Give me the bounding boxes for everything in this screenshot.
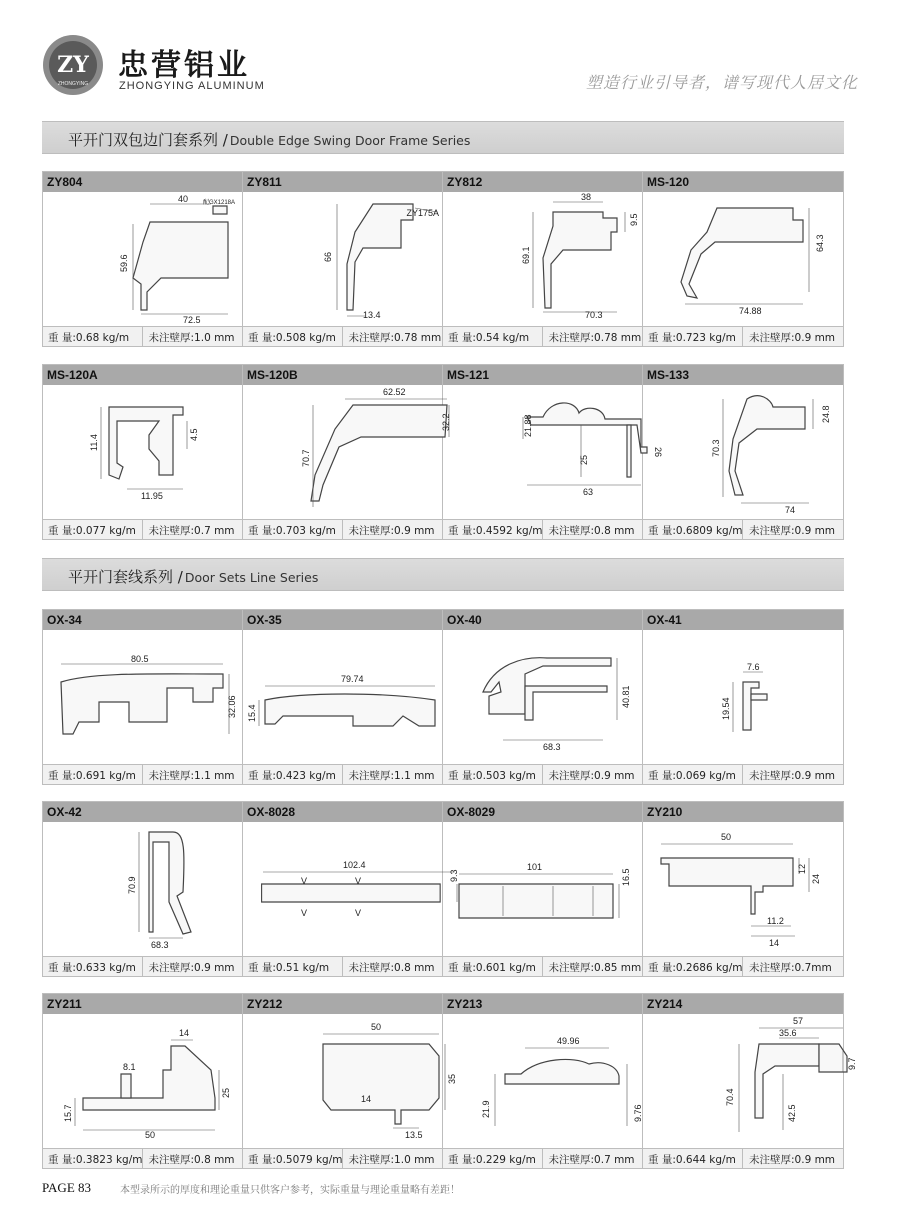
product-weight: 0.601 kg/m: [475, 962, 536, 974]
dimension-label: 24: [811, 873, 821, 884]
dimension-label: 24.8: [821, 405, 831, 423]
product-weight: 0.503 kg/m: [475, 770, 536, 782]
dimension-label: 9.5: [629, 213, 639, 226]
dimension-label: 19.54: [721, 697, 731, 720]
product-thickness: 0.8 mm: [194, 1154, 235, 1166]
dimension-label: 15.7: [63, 1104, 73, 1122]
dimension-label: 40.81: [621, 685, 631, 708]
dimension-label: 40: [178, 194, 189, 204]
product-thickness: 0.8 mm: [394, 962, 435, 974]
product-card: OX-34 80.5 32.06 重 量:0.691 kg/m 未注壁厚:1.1 mm: [43, 610, 243, 784]
product-card: MS-133 70.3 24.8 74 重 量:0.6809 kg/m 未注壁厚:0.9 mm: [643, 365, 843, 539]
profile-drawing: [443, 385, 663, 519]
dimension-label: 9.76: [633, 1104, 643, 1122]
logo-letters: ZY: [57, 52, 89, 78]
section-title-cn: 平开门套线系列 /: [68, 568, 183, 586]
product-weight: 0.54 kg/m: [475, 332, 530, 344]
dimension-label: 32.06: [227, 695, 237, 718]
dimension-label: 12: [797, 863, 807, 874]
dimension-label: 35.6: [779, 1028, 797, 1038]
product-weight: 0.68 kg/m: [75, 332, 130, 344]
brand-logo: [42, 34, 104, 96]
product-weight: 0.644 kg/m: [675, 1154, 736, 1166]
disclaimer-note: 本型录所示的厚度和理论重量只供客户参考，实际重量与理论重量略有差距！: [120, 1185, 460, 1196]
product-row-4: [42, 801, 844, 977]
dimension-label: 74.88: [739, 306, 762, 316]
product-weight: 0.51 kg/m: [275, 962, 330, 974]
dimension-label: 14: [361, 1094, 372, 1104]
product-weight: 0.633 kg/m: [75, 962, 136, 974]
product-card: OX-42 70.9 68.3 重 量:0.633 kg/m 未注壁厚:0.9 mm: [43, 802, 243, 976]
dimension-label: 11.4: [89, 434, 99, 451]
product-thickness: 0.7 mm: [594, 1154, 635, 1166]
product-thickness: 1.0 mm: [194, 332, 235, 344]
dimension-label: 70.3: [585, 310, 603, 320]
product-card: OX-8029 101 16.5 重 量:0.601 kg/m 未注壁厚:0.85 mm: [443, 802, 643, 976]
product-code: MS-133: [643, 365, 843, 385]
dimension-label: 7.6: [747, 662, 760, 672]
dimension-label: 69.1: [521, 246, 531, 264]
product-card: ZY812 38 9.5 69.1 70.3 重 量:0.54 kg/m 未注壁厚:0.78 mm: [443, 172, 643, 346]
product-code: OX-8028: [243, 802, 442, 822]
product-code: OX-8029: [443, 802, 642, 822]
profile-drawing: [443, 822, 643, 956]
profile-drawing: [243, 192, 443, 326]
dimension-label: 14: [179, 1028, 190, 1038]
product-card: ZY210 50 12 24 11.2 14 重 量:0.2686 kg/m 未注壁厚:0.7mm: [643, 802, 843, 976]
product-code: OX-35: [243, 610, 442, 630]
product-card: MS-121 21.88 26 25 63 重 量:0.4592 kg/m 未注壁厚:0.8 mm: [443, 365, 643, 539]
dimension-label: 50: [721, 832, 732, 842]
product-thickness: 0.8 mm: [594, 525, 635, 537]
profile-drawing: [243, 385, 451, 519]
product-thickness: 0.78 mm: [594, 332, 642, 344]
profile-drawing: [43, 1014, 243, 1148]
product-weight: 0.723 kg/m: [675, 332, 736, 344]
product-code: ZY210: [643, 802, 843, 822]
profile-drawing: [643, 822, 843, 956]
product-card: OX-8028 102.4 9.3 V V V V 重 量:0.51 kg/m 未注壁厚:0.8 mm: [243, 802, 443, 976]
dimension-label: 14: [769, 938, 780, 948]
product-weight: 0.4592 kg/m: [475, 525, 543, 537]
product-code: ZY211: [43, 994, 242, 1014]
product-code: MS-120A: [43, 365, 242, 385]
dimension-label: 50: [371, 1022, 382, 1032]
product-row-5: [42, 993, 857, 1169]
section-header-door-sets-line: [42, 558, 844, 591]
profile-drawing: [43, 822, 243, 956]
dimension-label: 50: [145, 1130, 156, 1140]
dimension-label: 80.5: [131, 654, 149, 664]
product-code: ZY212: [243, 994, 442, 1014]
product-code: OX-40: [443, 610, 642, 630]
dimension-label: 9.3: [449, 869, 459, 882]
dimension-label: 32.2: [441, 413, 451, 431]
product-weight: 0.6809 kg/m: [675, 525, 743, 537]
product-card: ZY213 49.96 21.9 9.76 重 量:0.229 kg/m 未注壁厚:0.7 mm: [443, 994, 643, 1168]
product-thickness: 0.9 mm: [194, 962, 235, 974]
product-card: OX-35 79.74 15.4 重 量:0.423 kg/m 未注壁厚:1.1 mm: [243, 610, 443, 784]
product-card: MS-120B 62.52 70.7 32.2 重 量:0.703 kg/m 未注壁厚:0.9 mm: [243, 365, 443, 539]
product-thickness: 0.7 mm: [194, 525, 235, 537]
dimension-label: 68.3: [151, 940, 169, 950]
profile-drawing: [443, 630, 643, 764]
dimension-label: ZY175A: [406, 208, 439, 218]
profile-drawing: [643, 192, 843, 326]
dimension-label: 26: [653, 447, 663, 458]
page-number: PAGE 83: [42, 1180, 92, 1195]
dimension-label: 42.5: [787, 1104, 797, 1122]
dimension-label: 21.88: [523, 414, 533, 437]
dimension-label: 35: [447, 1073, 457, 1084]
product-code: MS-120: [643, 172, 843, 192]
dimension-label: 11.2: [767, 916, 784, 926]
logo-ring-text: ZHONGYING: [57, 81, 89, 87]
profile-drawing: [443, 1014, 643, 1148]
brand-name-cn: 忠营铝业: [118, 48, 250, 83]
dimension-label: 57: [793, 1016, 804, 1026]
dimension-label: 8.1: [123, 1062, 136, 1072]
profile-drawing: [643, 1014, 857, 1148]
profile-drawing: [243, 630, 443, 764]
dimension-label: 70.4: [725, 1088, 735, 1106]
product-code: ZY812: [443, 172, 642, 192]
product-card: ZY211 14 8.1 15.7 25 50 重 量:0.3823 kg/m 未注壁厚:0.8 mm: [43, 994, 243, 1168]
dimension-label: V: [355, 908, 362, 918]
product-card: ZY811 66 13.4 ZY175A 重 量:0.508 kg/m 未注壁厚:0.78 mm: [243, 172, 443, 346]
dimension-label: 63: [583, 487, 594, 497]
dimension-label: 70.9: [127, 876, 137, 894]
product-weight: 0.703 kg/m: [275, 525, 336, 537]
product-weight: 0.423 kg/m: [275, 770, 336, 782]
product-code: ZY811: [243, 172, 442, 192]
dimension-label: 13.5: [405, 1130, 423, 1140]
dimension-label: 72.5: [183, 315, 201, 325]
dimension-label: 62.52: [383, 387, 406, 397]
product-row-1: [42, 171, 844, 347]
product-thickness: 0.9 mm: [794, 525, 836, 537]
dimension-label: 13.4: [363, 310, 381, 320]
profile-drawing: [43, 385, 243, 519]
product-weight: 0.691 kg/m: [75, 770, 136, 782]
dimension-label: 79.74: [341, 674, 364, 684]
product-thickness: 0.9 mm: [794, 770, 836, 782]
dimension-label: 101: [527, 862, 543, 872]
product-thickness: 1.1 mm: [194, 770, 235, 782]
dimension-label: V: [301, 876, 308, 886]
product-code: MS-120B: [243, 365, 442, 385]
dimension-label: 68.3: [543, 742, 561, 752]
dimension-label: 64.3: [815, 234, 825, 252]
product-weight: 0.5079 kg/m: [275, 1154, 343, 1166]
product-card: MS-120 64.3 74.88 重 量:0.723 kg/m 未注壁厚:0.9 mm: [643, 172, 843, 346]
product-card: ZY212 50 35 14 13.5 重 量:0.5079 kg/m 未注壁厚:1.0 mm: [243, 994, 443, 1168]
dimension-label: 102.4: [343, 860, 366, 870]
section-title-en: Double Edge Swing Door Frame Series: [229, 133, 471, 148]
slogan: 塑造行业引导者，谱写现代人居文化: [585, 73, 858, 92]
product-weight: 0.3823 kg/m: [75, 1154, 143, 1166]
product-weight: 0.077 kg/m: [75, 525, 136, 537]
product-thickness: 1.0 mm: [394, 1154, 435, 1166]
product-thickness: 0.7mm: [794, 962, 832, 974]
dimension-label: 66: [323, 251, 333, 262]
product-code: ZY804: [43, 172, 242, 192]
dimension-label: 4.5: [189, 428, 199, 441]
product-code: OX-42: [43, 802, 242, 822]
section-title-cn: 平开门双包边门套系列 /: [68, 131, 228, 149]
product-code: ZY213: [443, 994, 642, 1014]
section-title-en: Door Sets Line Series: [184, 570, 319, 585]
product-row-3: [42, 609, 844, 785]
profile-drawing: [243, 822, 459, 956]
product-weight: 0.229 kg/m: [475, 1154, 536, 1166]
product-card: ZY214 57 35.6 70.4 9.7 42.5 重 量:0.644 kg/m 未注壁厚:0.9 mm: [643, 994, 843, 1168]
product-code: MS-121: [443, 365, 642, 385]
dimension-label: 49.96: [557, 1036, 580, 1046]
product-thickness: 0.85 mm: [594, 962, 642, 974]
profile-drawing: [43, 630, 243, 764]
product-code: ZY214: [643, 994, 843, 1014]
dimension-label: 配GX1218A: [203, 200, 236, 206]
product-code: OX-34: [43, 610, 242, 630]
profile-drawing: [643, 385, 843, 519]
profile-drawing: [243, 1014, 457, 1148]
product-card: MS-120A 11.4 4.5 11.95 重 量:0.077 kg/m 未注壁厚:0.7 mm: [43, 365, 243, 539]
product-code: OX-41: [643, 610, 843, 630]
product-thickness: 0.9 mm: [394, 525, 435, 537]
section-header-swing-door-frame: [42, 121, 844, 154]
dimension-label: 25: [579, 454, 589, 465]
dimension-label: 16.5: [621, 868, 631, 886]
dimension-label: 70.3: [711, 439, 721, 457]
dimension-label: 25: [221, 1087, 231, 1098]
product-thickness: 0.9 mm: [794, 332, 836, 344]
product-thickness: 0.9 mm: [594, 770, 635, 782]
dimension-label: 59.6: [119, 254, 129, 272]
dimension-label: 70.7: [301, 449, 311, 467]
brand-name-en: ZHONGYING ALUMINUM: [119, 80, 265, 92]
profile-drawing: [443, 192, 643, 326]
dimension-label: 11.95: [141, 491, 163, 501]
dimension-label: 15.4: [247, 704, 257, 722]
profile-drawing: [43, 192, 243, 326]
dimension-label: V: [301, 908, 308, 918]
dimension-label: 74: [785, 505, 796, 515]
product-thickness: 1.1 mm: [394, 770, 435, 782]
product-weight: 0.2686 kg/m: [675, 962, 743, 974]
product-weight: 0.069 kg/m: [675, 770, 736, 782]
product-card: ZY804 40 59.6 72.5 配GX1218A 重 量:0.68 kg/m 未注壁厚:1.0 mm: [43, 172, 243, 346]
dimension-label: 21.9: [481, 1100, 491, 1118]
product-thickness: 0.78 mm: [394, 332, 442, 344]
product-card: OX-41 7.6 19.54 重 量:0.069 kg/m 未注壁厚:0.9 mm: [643, 610, 843, 784]
dimension-label: 38: [581, 192, 592, 202]
dimension-label: 9.7: [847, 1057, 857, 1070]
product-thickness: 0.9 mm: [794, 1154, 836, 1166]
product-card: OX-40 68.3 40.81 重 量:0.503 kg/m 未注壁厚:0.9 mm: [443, 610, 643, 784]
profile-drawing: [643, 630, 843, 764]
product-weight: 0.508 kg/m: [275, 332, 336, 344]
product-row-2: [42, 364, 844, 540]
dimension-label: V: [355, 876, 362, 886]
